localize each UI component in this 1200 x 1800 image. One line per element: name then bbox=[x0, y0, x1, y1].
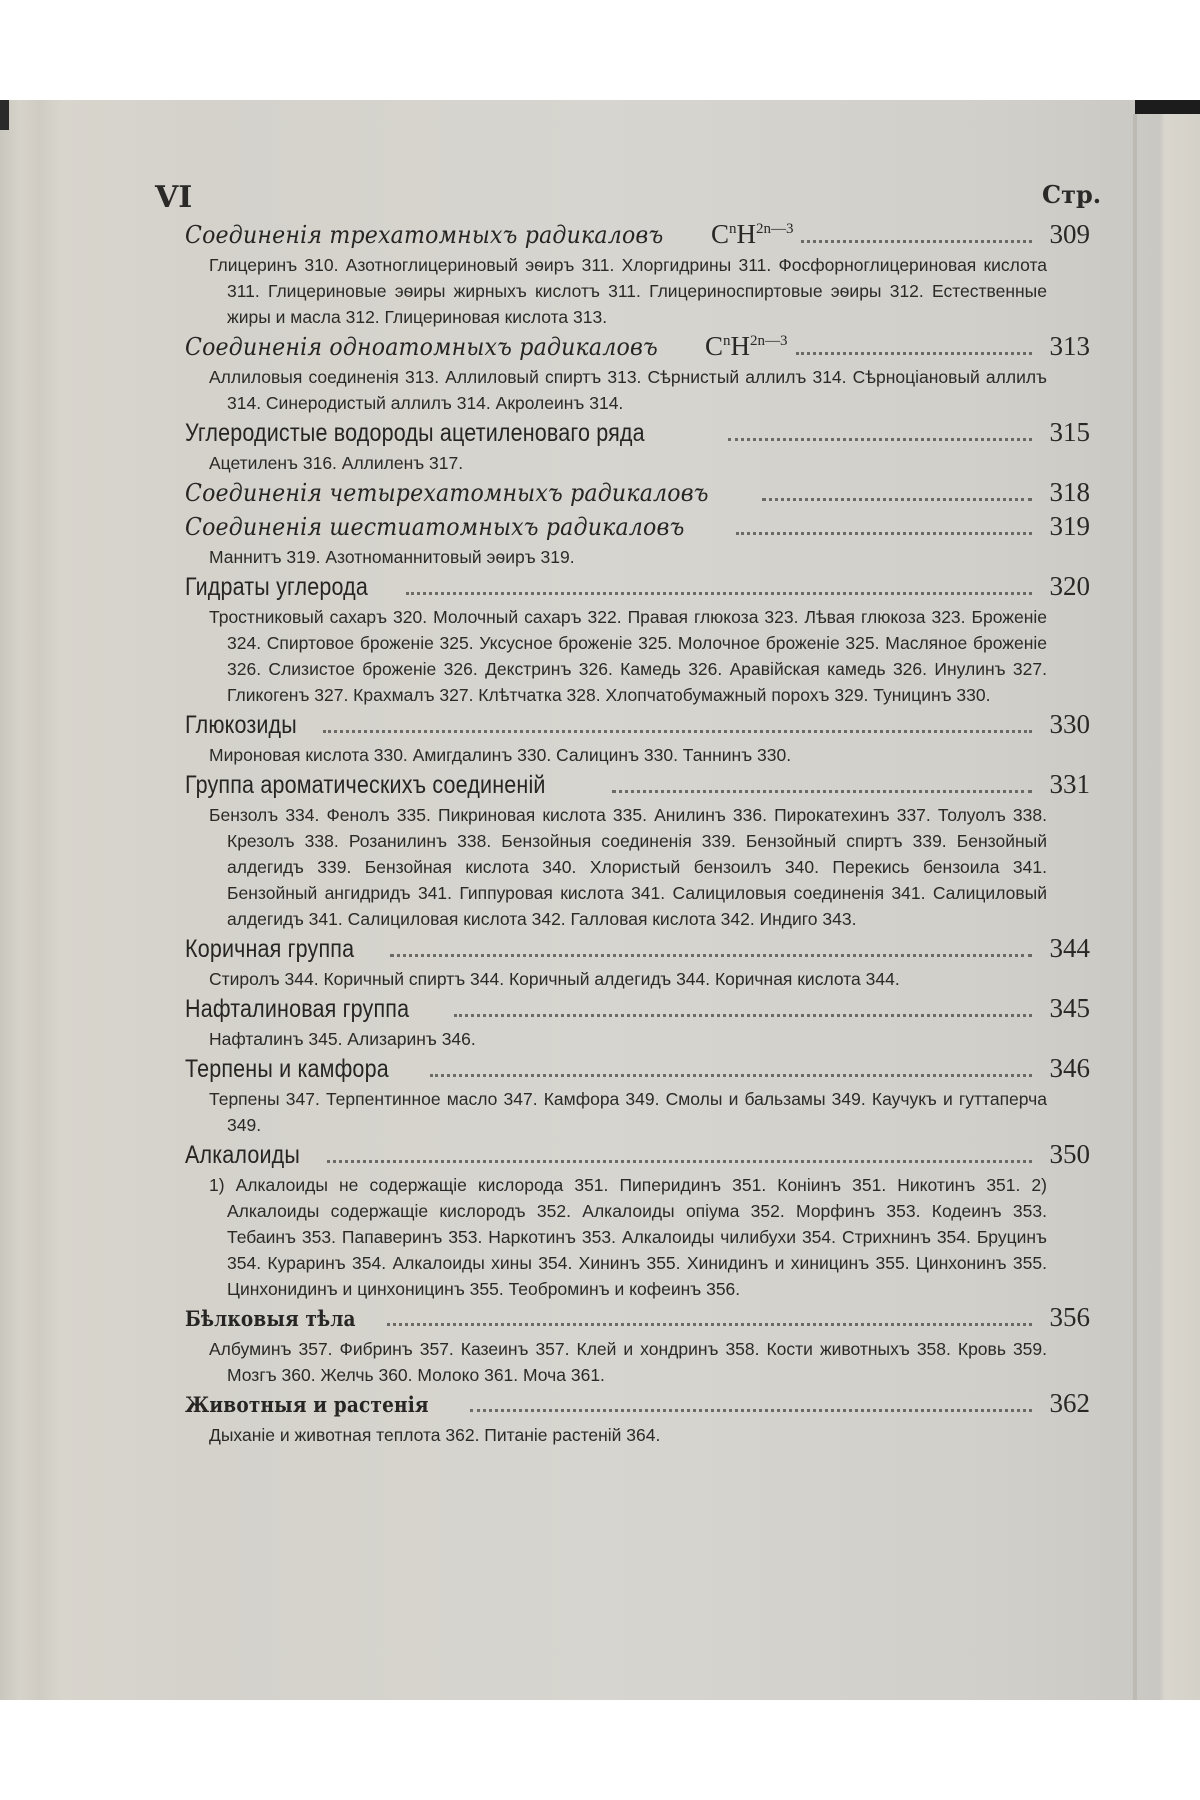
toc-entry-details: Маннитъ 319. Азотноманнитовый эѳиръ 319. bbox=[209, 547, 575, 567]
toc-page-number: 362 bbox=[1049, 1388, 1090, 1418]
toc-entry-details: Бензолъ 334. Фенолъ 335. Пикриновая кислота 335. Анилинъ 336. Пирокатехинъ 337. Толуолъ 338. Крезолъ 338. Розанилинъ 338. Бензойныя соединенія 339. Бензойный спиртъ 339. Бензойный алдегидъ 339. Бензойная кислота 340. Хлористый бензоилъ 340. Перекись бензоила 341. Бензойный ангидридъ 341. Гиппуровая кислота 341. Салициловыя соединенія 341. Салициловый алдегидъ 341. Салициловая кислота 342. Галловая кислота 342. Индиго 343. bbox=[209, 805, 1047, 929]
toc-page-number: 350 bbox=[1049, 1139, 1090, 1169]
toc-entry bbox=[185, 708, 1090, 768]
dot-leader bbox=[323, 730, 1032, 733]
toc-entry-title: Животныя и растенія bbox=[185, 1392, 429, 1417]
dot-leader bbox=[430, 1074, 1032, 1077]
toc-page-number: 356 bbox=[1049, 1302, 1090, 1332]
dot-leader bbox=[728, 438, 1032, 441]
dot-leader bbox=[387, 1323, 1032, 1326]
toc-entry-details: Терпены 347. Терпентинное масло 347. Камфора 349. Смолы и бальзамы 349. Каучукъ и гуттаперча 349. bbox=[209, 1089, 1047, 1135]
toc-entry-title: Нафталиновая группа bbox=[185, 995, 410, 1023]
toc-entry-details: Албуминъ 357. Фибринъ 357. Казеинъ 357. Клей и хондринъ 358. Кости животныхъ 358. Кровь 359. Мозгъ 360. Желчь 360. Молоко 361. Моча 361. bbox=[209, 1339, 1047, 1385]
toc-entry-title: Группа ароматическихъ соединеній bbox=[185, 771, 546, 799]
column-header-page: Стр. bbox=[1042, 180, 1102, 209]
toc-entry-details: Аллиловыя соединенія 313. Аллиловый спиртъ 313. Сѣрнистый аллилъ 314. Сѣрноціановый аллилъ 314. Синеродистый аллилъ 314. Акролеинъ 314. bbox=[209, 367, 1047, 413]
toc-entry-details: Мироновая кислота 330. Амигдалинъ 330. Салицинъ 330. Таннинъ 330. bbox=[209, 745, 792, 765]
toc-entry-details: Нафталинъ 345. Ализаринъ 346. bbox=[209, 1029, 476, 1049]
toc-entry bbox=[185, 416, 1090, 476]
toc-page-number: 346 bbox=[1049, 1053, 1090, 1083]
toc-entry-title: Коричная группа bbox=[185, 935, 355, 963]
dot-leader bbox=[406, 592, 1032, 595]
toc-entry bbox=[185, 476, 1090, 510]
toc-entry-details: Глицеринъ 310. Азотноглицериновый эѳиръ 311. Хлоргидрины 311. Фосфорноглицериновая кислота 311. Глицериновые эѳиры жирныхъ кислотъ 311. Глицериноспиртовые эѳиры 312. Естественные жиры и масла 312. Глицериновая кислота 313. bbox=[209, 255, 1047, 327]
dot-leader bbox=[736, 532, 1032, 535]
toc-entry bbox=[185, 570, 1090, 708]
toc-entry bbox=[185, 1052, 1090, 1138]
dot-leader bbox=[801, 240, 1032, 243]
toc-entry-title: Алкалоиды bbox=[185, 1141, 301, 1169]
toc-page-number: 319 bbox=[1049, 511, 1090, 541]
chemical-formula: $C^nH^{2n—3}$ bbox=[710, 219, 794, 249]
table-of-contents bbox=[185, 218, 1090, 1448]
toc-page-number: 318 bbox=[1049, 477, 1090, 507]
toc-entry bbox=[185, 1138, 1090, 1302]
toc-entry-details: 1) Алкалоиды не содержащіе кислорода 351. Пиперидинъ 351. Коніинъ 351. Никотинъ 351. 2) Алкалоиды содержащіе кислородъ 352. Алкалоиды опіума 352. Морфинъ 353. Кодеинъ 353. Тебаинъ 353. Папаверинъ 353. Наркотинъ 353. Алкалоиды чилибухи 354. Стрихнинъ 354. Бруцинъ 354. Кураринъ 354. Алкалоиды хины 354. Хининъ 355. Хинидинъ и хиницинъ 355. Цинхонинъ 355. Цинхонидинъ и цинхоницинъ 355. Теоброминъ и кофеинъ 356. bbox=[209, 1175, 1047, 1299]
chemical-formula: $C^nH^{2n—3}$ bbox=[705, 331, 788, 361]
toc-page-number: 344 bbox=[1049, 933, 1090, 963]
dot-leader bbox=[454, 1014, 1032, 1017]
page-right-edge bbox=[1133, 114, 1137, 1700]
toc-entry bbox=[185, 1388, 1090, 1448]
page-number-roman: VI bbox=[155, 180, 193, 215]
toc-page-number: 331 bbox=[1049, 769, 1090, 799]
toc-entry-title: Гидраты углерода bbox=[185, 573, 369, 601]
dot-leader bbox=[762, 498, 1032, 501]
toc-entry-title: Соединенія одноатомныхъ радикаловъ bbox=[185, 333, 658, 361]
toc-entry-title: Углеродистые водороды ацетиленоваго ряда bbox=[185, 419, 645, 447]
toc-entry bbox=[185, 992, 1090, 1052]
toc-entry bbox=[185, 510, 1090, 570]
toc-page-number: 320 bbox=[1049, 571, 1090, 601]
toc-entry-title: Соединенія трехатомныхъ радикаловъ bbox=[185, 221, 664, 249]
toc-entry bbox=[185, 330, 1090, 416]
toc-page-number: 315 bbox=[1049, 417, 1090, 447]
book-spine-edge bbox=[0, 100, 9, 130]
toc-entry bbox=[185, 218, 1090, 330]
toc-entry-details: Дыханіе и животная теплота 362. Питаніе растеній 364. bbox=[209, 1425, 661, 1445]
toc-entry bbox=[185, 1302, 1090, 1388]
toc-entry bbox=[185, 768, 1090, 932]
dot-leader bbox=[390, 954, 1032, 957]
toc-entry-title: Соединенія четырехатомныхъ радикаловъ bbox=[185, 479, 709, 507]
toc-page-number: 313 bbox=[1049, 331, 1090, 361]
toc-entry-details: Ацетиленъ 316. Аллиленъ 317. bbox=[209, 453, 464, 473]
dot-leader bbox=[470, 1409, 1032, 1412]
dot-leader bbox=[327, 1160, 1032, 1163]
dot-leader bbox=[612, 790, 1032, 793]
toc-page-number: 309 bbox=[1049, 219, 1090, 249]
toc-entry-title: Терпены и камфора bbox=[185, 1055, 389, 1083]
next-page-edge bbox=[1135, 100, 1200, 114]
toc-entry-title: Соединенія шестиатомныхъ радикаловъ bbox=[185, 513, 685, 541]
toc-page-number: 345 bbox=[1049, 993, 1090, 1023]
toc-entry-details: Тростниковый сахаръ 320. Молочный сахаръ 322. Правая глюкоза 323. Лѣвая глюкоза 323. Броженіе 324. Спиртовое броженіе 325. Уксусное броженіе 325. Молочное броженіе 325. Масляное броженіе 326. Слизистое броженіе 326. Декстринъ 326. Камедь 326. Аравійская камедь 326. Инулинъ 327. Гликогенъ 327. Крахмалъ 327. Клѣтчатка 328. Хлопчатобумажный порохъ 329. Туницинъ 330. bbox=[209, 607, 1047, 705]
toc-entry bbox=[185, 932, 1090, 992]
dot-leader bbox=[796, 352, 1032, 355]
toc-page-number: 330 bbox=[1049, 709, 1090, 739]
toc-entry-details: Стиролъ 344. Коричный спиртъ 344. Коричный алдегидъ 344. Коричная кислота 344. bbox=[209, 969, 900, 989]
toc-entry-title: Бѣлковыя тѣла bbox=[185, 1306, 356, 1331]
toc-entry-title: Глюкозиды bbox=[185, 711, 297, 739]
